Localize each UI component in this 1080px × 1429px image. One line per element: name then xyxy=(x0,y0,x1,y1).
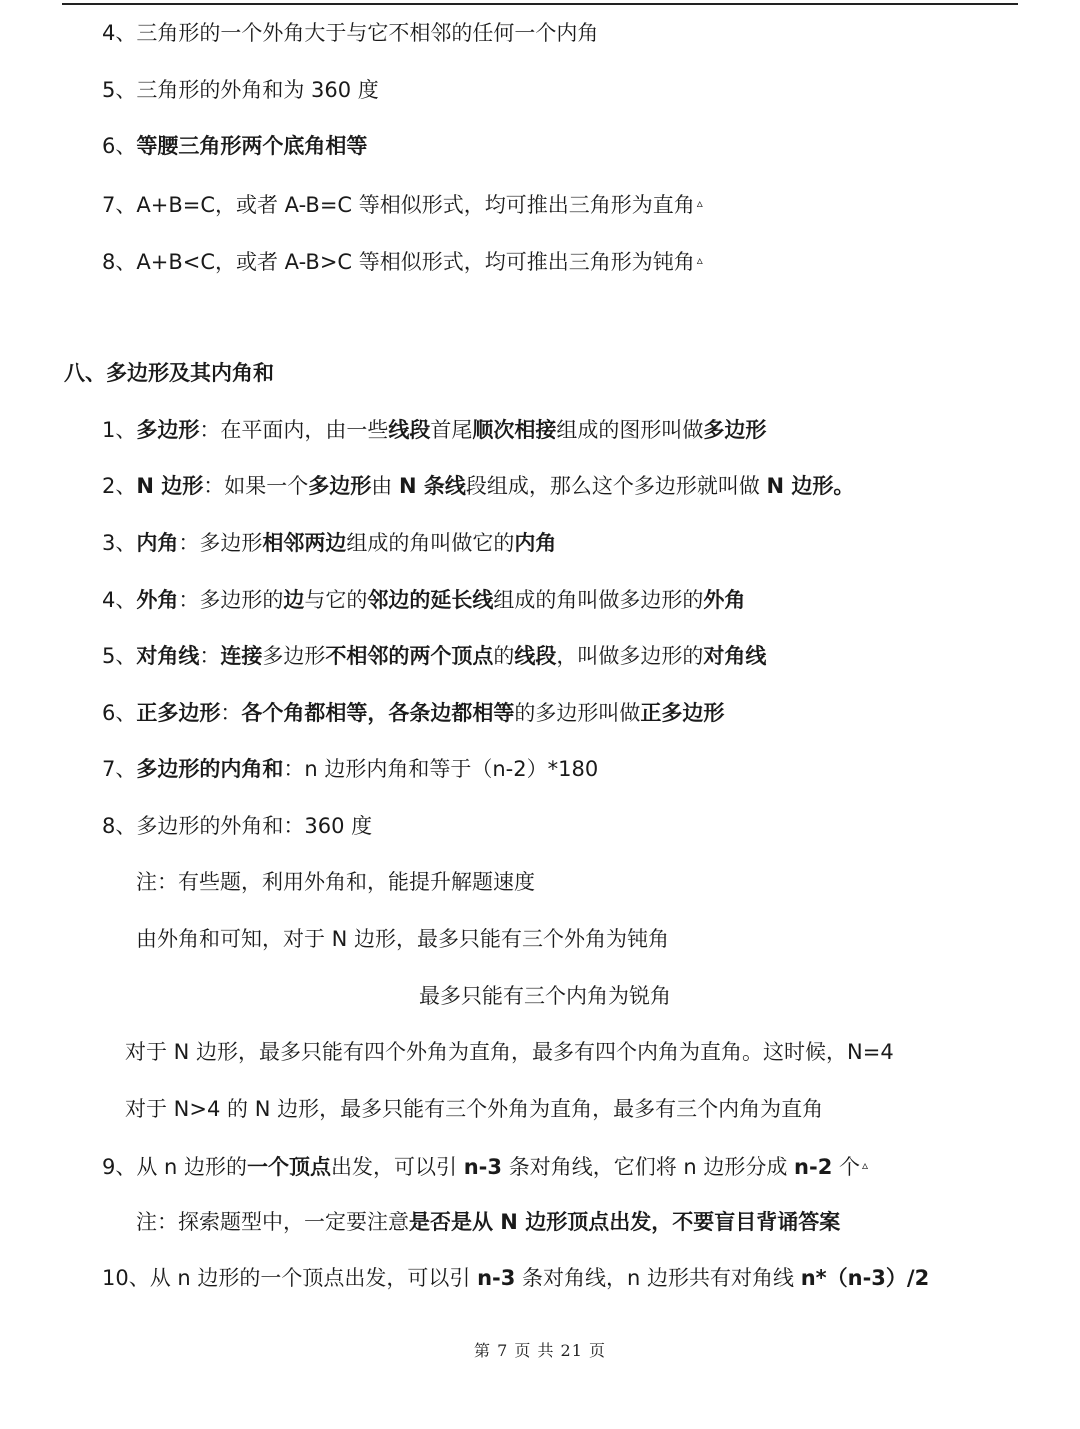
item-number: 4、 xyxy=(102,588,137,612)
note-1: 注：有些题，利用外角和，能提升解题速度 xyxy=(136,870,535,894)
item-number: 1、 xyxy=(102,418,137,442)
triangle-item-5 xyxy=(102,76,379,104)
item-number: 6、 xyxy=(102,701,137,725)
item-text: 等腰三角形两个底角相等 xyxy=(136,134,368,158)
polygon-item-3 xyxy=(102,529,556,557)
bold-text: 外角 xyxy=(136,588,179,612)
note-3: 最多只能有三个内角为锐角 xyxy=(419,984,671,1008)
text: ：n 边形内角和等于（n-2）*180 xyxy=(283,757,599,781)
bold-text: 多边形的内角和 xyxy=(136,757,284,781)
text: 条对角线，n 边形共有对角线 xyxy=(515,1266,801,1290)
triangle-icon: ▵ xyxy=(696,196,703,210)
bold-text: 内角 xyxy=(514,531,557,555)
text: 出发，可以引 xyxy=(331,1155,464,1179)
text: 组成的角叫做多边形的 xyxy=(493,588,704,612)
polygon-item-2 xyxy=(102,472,854,500)
bold-text: n*（n-3）/2 xyxy=(800,1266,930,1290)
item-number: 5、 xyxy=(102,644,137,668)
bold-text: 多边形 xyxy=(308,474,372,498)
text: 由 xyxy=(371,474,399,498)
bold-text: N 边形 xyxy=(136,474,204,498)
polygon-item-4 xyxy=(102,586,745,614)
text: 从 n 边形的 xyxy=(136,1155,248,1179)
bold-text: 正多边形 xyxy=(640,701,725,725)
bold-text: n-3 xyxy=(477,1266,516,1290)
note-4: 对于 N 边形，最多只能有四个外角为直角，最多有四个内角为直角。这时候，N=4 xyxy=(125,1040,894,1064)
triangle-icon: ▵ xyxy=(862,1158,869,1172)
item-text: A+B<C，或者 A-B>C 等相似形式，均可推出三角形为钝角 xyxy=(136,250,695,274)
bold-text: 各个角都相等，各条边都相等 xyxy=(241,701,515,725)
item-number: 5、 xyxy=(102,78,137,102)
page-footer: 第 7 页 共 21 页 xyxy=(474,1341,606,1360)
bold-text: 是否是从 N 边形顶点出发，不要盲目背诵答案 xyxy=(409,1210,841,1234)
text: 段组成，那么这个多边形就叫做 xyxy=(465,474,767,498)
bold-text: n-2 xyxy=(794,1155,833,1179)
text: ：如果一个 xyxy=(203,474,309,498)
text: 首尾 xyxy=(430,418,473,442)
note-5: 对于 N>4 的 N 边形，最多只能有三个外角为直角，最多有三个内角为直角 xyxy=(125,1097,824,1121)
text: 从 n 边形的一个顶点出发，可以引 xyxy=(149,1266,478,1290)
text: 与它的 xyxy=(304,588,368,612)
bold-text: 线段 xyxy=(388,418,431,442)
bold-text: n-3 xyxy=(463,1155,503,1179)
text: ：多边形 xyxy=(178,531,263,555)
bold-text: 内角 xyxy=(136,531,179,555)
text: 注：探索题型中，一定要注意 xyxy=(136,1210,409,1234)
text: 条对角线，它们将 n 边形分成 xyxy=(502,1155,795,1179)
bold-text: N 条线 xyxy=(398,474,466,498)
bold-text: 多边形 xyxy=(703,418,767,442)
item-number: 8、 xyxy=(102,814,137,838)
polygon-item-5 xyxy=(102,642,766,670)
triangle-item-7 xyxy=(102,189,703,219)
item-number: 10、 xyxy=(102,1266,150,1290)
triangle-icon: ▵ xyxy=(696,253,703,267)
item-number: 3、 xyxy=(102,531,137,555)
bold-text: 多边形 xyxy=(136,418,200,442)
bold-text: 相邻两边 xyxy=(262,531,347,555)
text: 的多边形叫做 xyxy=(514,701,641,725)
triangle-item-4 xyxy=(102,19,598,47)
item-number: 7、 xyxy=(102,193,137,217)
bold-text: 一个顶点 xyxy=(247,1155,332,1179)
item-number: 8、 xyxy=(102,250,137,274)
item-number: 2、 xyxy=(102,474,137,498)
text: 个 xyxy=(832,1155,860,1179)
text: 组成的角叫做它的 xyxy=(346,531,515,555)
text: ： xyxy=(199,644,221,668)
bold-text: 正多边形 xyxy=(136,701,221,725)
text: 组成的图形叫做 xyxy=(556,418,704,442)
polygon-item-6 xyxy=(102,699,724,727)
header-rule xyxy=(62,3,1018,5)
polygon-item-8 xyxy=(102,812,372,840)
bold-text: 对角线 xyxy=(136,644,200,668)
item-text: 三角形的外角和为 360 度 xyxy=(136,78,379,102)
item-text: A+B=C，或者 A-B=C 等相似形式，均可推出三角形为直角 xyxy=(136,193,695,217)
polygon-item-10 xyxy=(102,1264,929,1292)
text: 的 xyxy=(493,644,515,668)
item-text: 三角形的一个外角大于与它不相邻的任何一个内角 xyxy=(136,21,599,45)
text: ，叫做多边形的 xyxy=(556,644,704,668)
triangle-item-8 xyxy=(102,246,703,276)
bold-text: 不相邻的两个顶点 xyxy=(325,644,494,668)
bold-text: 连接 xyxy=(220,644,263,668)
bold-text: 邻边的延长线 xyxy=(367,588,494,612)
bold-text: 外角 xyxy=(703,588,746,612)
item-number: 4、 xyxy=(102,21,137,45)
bold-text: 线段 xyxy=(514,644,557,668)
text: 多边形 xyxy=(262,644,326,668)
polygon-item-9 xyxy=(102,1151,868,1181)
bold-text: 顺次相接 xyxy=(472,418,557,442)
polygon-item-7 xyxy=(102,755,598,783)
text: ： xyxy=(220,701,242,725)
polygon-item-1 xyxy=(102,416,766,444)
item-number: 7、 xyxy=(102,757,137,781)
text: ：多边形的 xyxy=(178,588,284,612)
text: ：在平面内，由一些 xyxy=(199,418,389,442)
note-2: 由外角和可知，对于 N 边形，最多只能有三个外角为钝角 xyxy=(136,927,670,951)
triangle-item-6 xyxy=(102,132,367,160)
note-6 xyxy=(136,1208,840,1236)
bold-text: 对角线 xyxy=(703,644,767,668)
bold-text: 边 xyxy=(283,588,305,612)
item-number: 9、 xyxy=(102,1155,137,1179)
bold-text: N 边形。 xyxy=(766,474,855,498)
text: 多边形的外角和：360 度 xyxy=(136,814,373,838)
item-number: 6、 xyxy=(102,134,137,158)
section-heading: 八、多边形及其内角和 xyxy=(64,361,274,385)
